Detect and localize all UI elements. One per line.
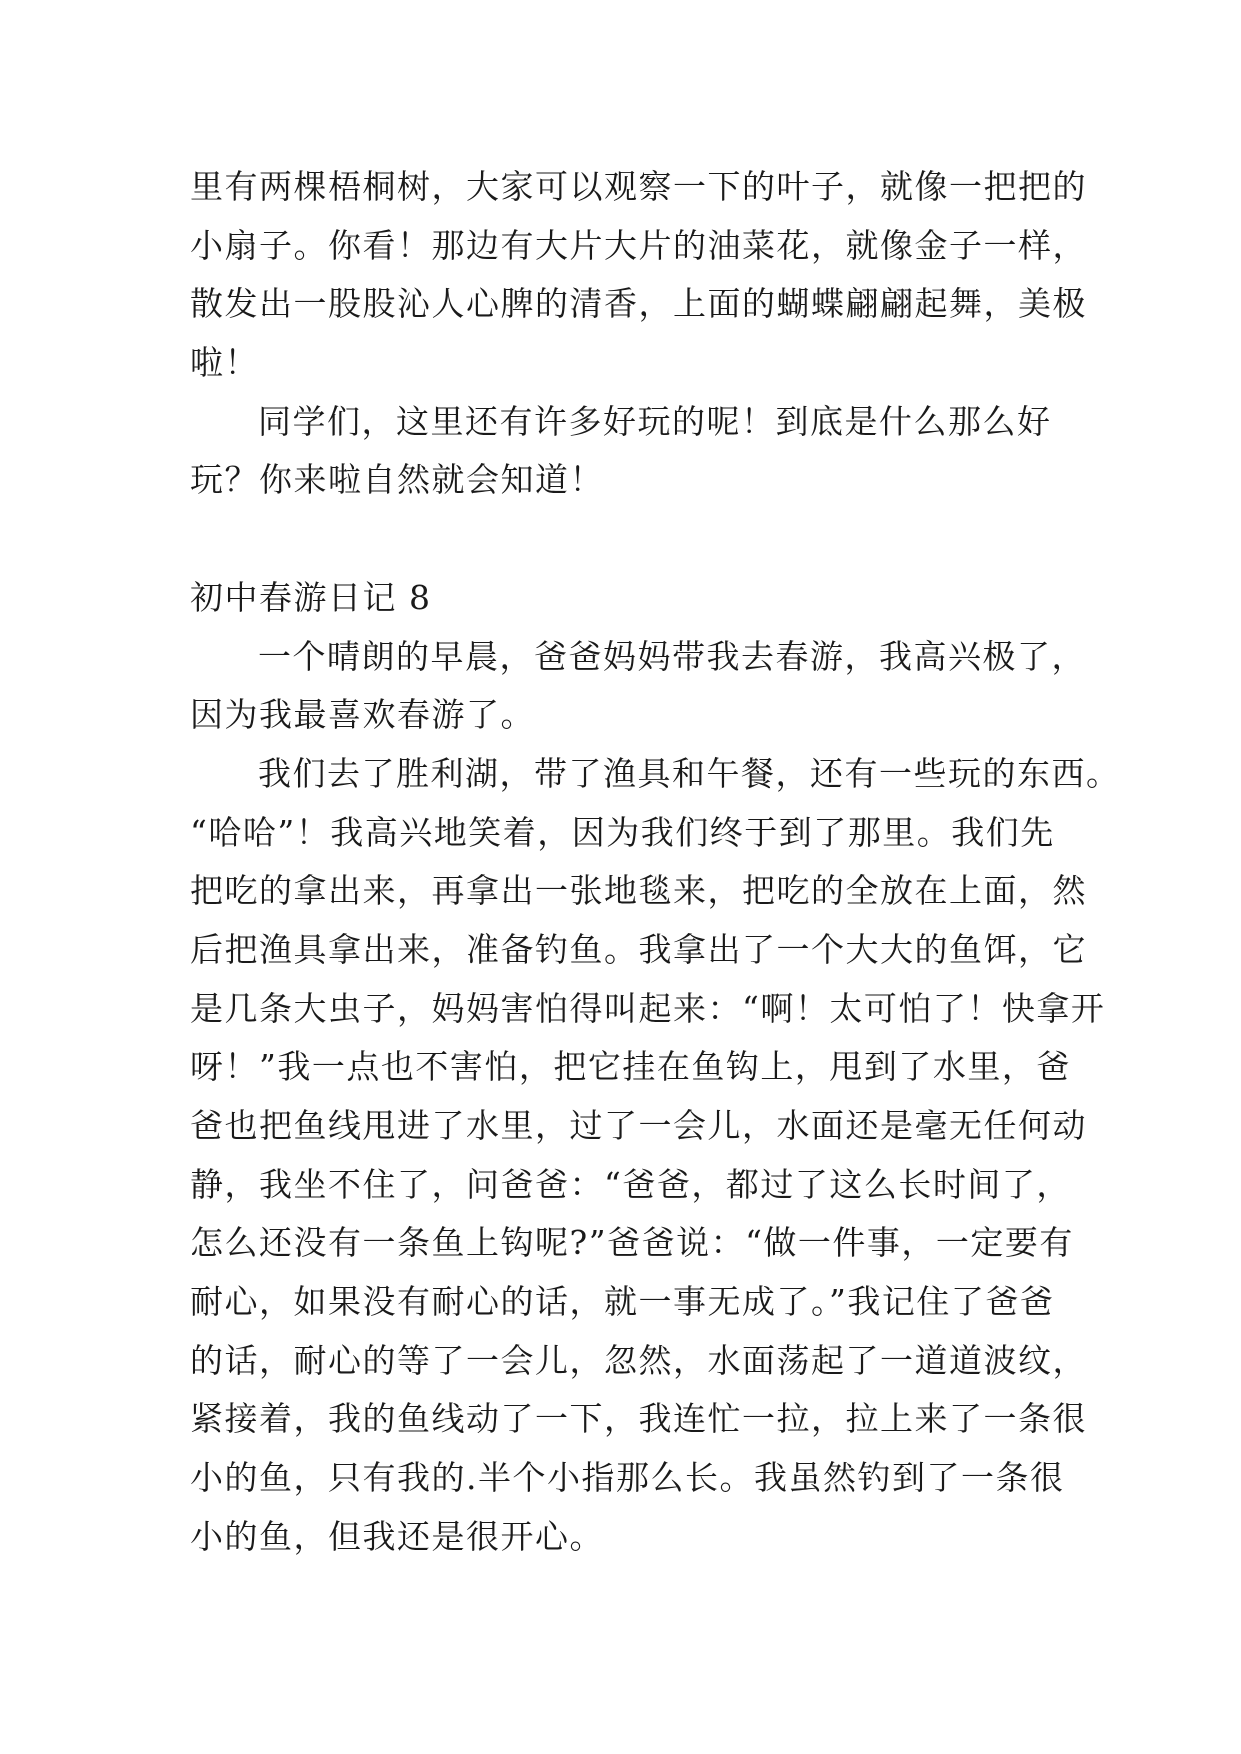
text-line: 里有两棵梧桐树，大家可以观察一下的叶子，就像一把把的 — [190, 167, 1087, 206]
text-line: 呀！”我一点也不害怕，把它挂在鱼钩上，甩到了水里，爸 — [190, 1047, 1071, 1087]
text-line: 静，我坐不住了，问爸爸：“爸爸，都过了这么长时间了， — [190, 1164, 1071, 1204]
text-line: 同学们，这里还有许多好玩的呢！到底是什么那么好 — [258, 401, 1052, 441]
text-line: 我们去了胜利湖，带了渔具和午餐，还有一些玩的东西。 — [258, 753, 1121, 793]
text-line: 小扇子。你看！那边有大片大片的油菜花，就像金子一样， — [190, 225, 1087, 265]
paragraph — [190, 158, 1087, 393]
text-line: 紧接着，我的鱼线动了一下，我连忙一拉，拉上来了一条很 — [190, 1399, 1087, 1439]
text-line: 一个晴朗的早晨，爸爸妈妈带我去春游，我高兴极了， — [258, 636, 1086, 676]
text-line: 把吃的拿出来，再拿出一张地毯来，把吃的全放在上面，然 — [190, 871, 1087, 911]
section-title: 初中春游日记 8 — [190, 577, 432, 617]
text-line: 玩？你来啦自然就会知道！ — [190, 460, 604, 500]
text-line: 散发出一股股沁人心脾的清香，上面的蝴蝶翩翩起舞，美极 — [190, 284, 1087, 324]
text-line: 因为我最喜欢春游了。 — [190, 695, 535, 735]
paragraph — [190, 745, 1121, 1567]
text-line: 的话，耐心的等了一会儿，忽然，水面荡起了一道道波纹， — [190, 1340, 1087, 1380]
text-line: 后把渔具拿出来，准备钓鱼。我拿出了一个大大的鱼饵，它 — [190, 929, 1087, 969]
text-line: 啦！ — [190, 343, 259, 383]
paragraph — [190, 628, 1086, 745]
text-line: 是几条大虫子，妈妈害怕得叫起来：“啊！太可怕了！快拿开 — [190, 988, 1106, 1028]
text-line: “哈哈”！我高兴地笑着，因为我们终于到了那里。我们先 — [190, 812, 1055, 852]
text-line: 小的鱼，只有我的.半个小指那么长。我虽然钓到了一条很 — [190, 1458, 1065, 1498]
text-line: 小的鱼，但我还是很开心。 — [190, 1516, 604, 1556]
paragraph — [190, 393, 1070, 510]
text-line: 耐心，如果没有耐心的话，就一事无成了。”我记住了爸爸 — [190, 1282, 1055, 1322]
text-line: 爸也把鱼线甩进了水里，过了一会儿，水面还是毫无任何动 — [190, 1106, 1087, 1145]
blank-line — [190, 510, 1070, 569]
document-page — [190, 158, 1121, 1567]
text-line: 怎么还没有一条鱼上钩呢?”爸爸说：“做一件事，一定要有 — [190, 1223, 1074, 1263]
